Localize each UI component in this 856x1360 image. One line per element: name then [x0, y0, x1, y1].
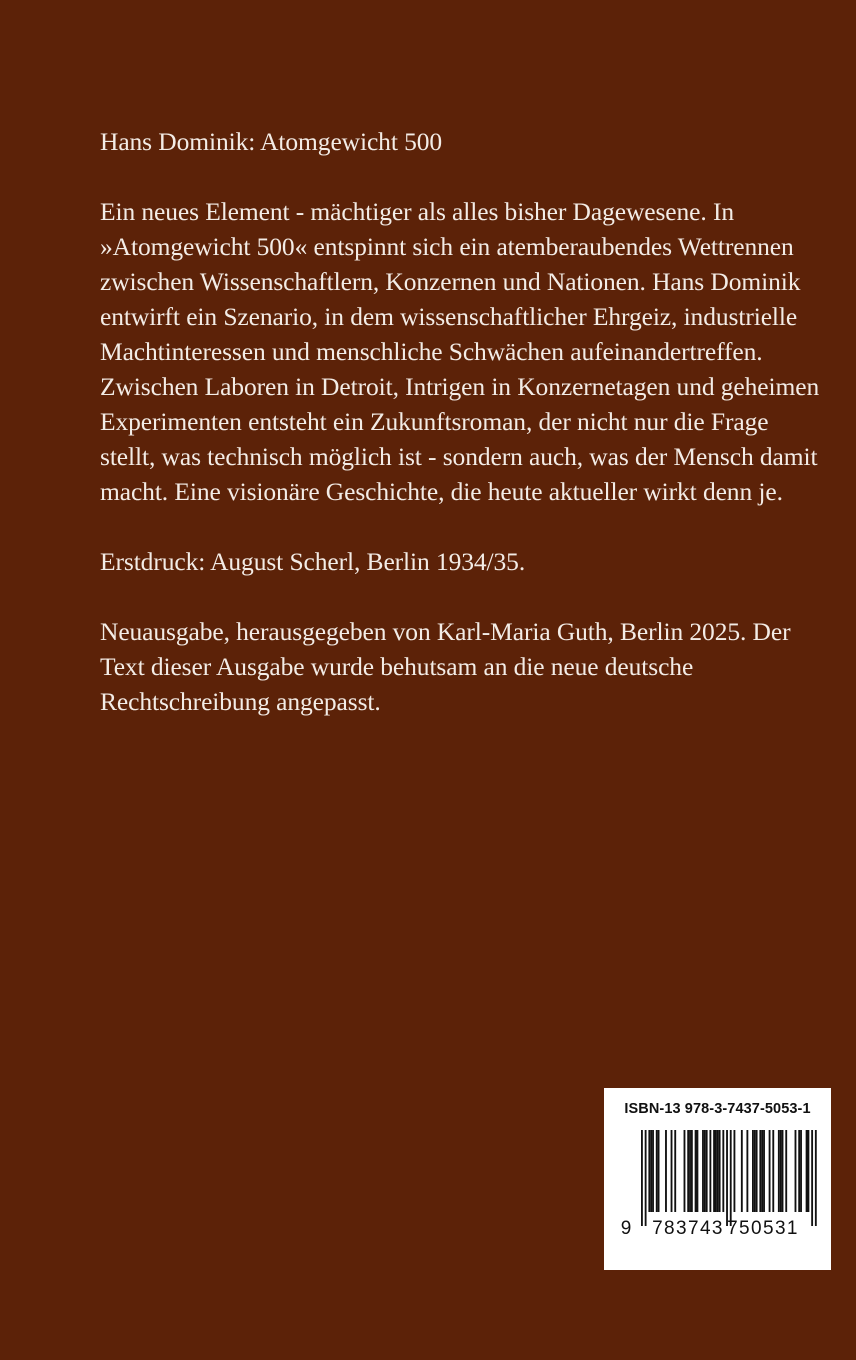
barcode-digits-right: 750531: [727, 1218, 799, 1239]
back-cover-text: [100, 124, 820, 754]
isbn-label: ISBN-13 978-3-7437-5053-1: [624, 1101, 811, 1117]
barcode-bar: [706, 1130, 708, 1212]
barcode-bar: [761, 1130, 763, 1212]
barcode-guard-bar: [641, 1130, 643, 1226]
barcode-digits-left: 783743: [652, 1218, 724, 1239]
barcode-bar: [785, 1130, 787, 1212]
first-print-note: Erstdruck: August Scherl, Berlin 1934/35.: [100, 547, 526, 576]
barcode-bar: [746, 1130, 748, 1212]
barcode-bar: [650, 1130, 652, 1212]
barcode-bar: [769, 1130, 771, 1212]
barcode-bar: [756, 1130, 758, 1212]
barcode-bar: [689, 1130, 691, 1212]
barcode-guard-bar: [726, 1130, 728, 1226]
barcode-bar: [684, 1130, 686, 1212]
isbn-barcode-box: [604, 1088, 831, 1270]
barcode-bar: [674, 1130, 676, 1212]
barcode-bar: [800, 1130, 802, 1212]
barcode-guard-bar: [811, 1130, 813, 1226]
barcode-bar: [687, 1130, 689, 1212]
barcode-bar: [713, 1130, 715, 1212]
barcode-bar: [695, 1130, 697, 1212]
title-line: Hans Dominik: Atomgewicht 500: [100, 127, 443, 156]
barcode-bar: [702, 1130, 704, 1212]
barcode-bar: [665, 1130, 667, 1212]
barcode-bar: [671, 1130, 673, 1212]
barcode-bar: [780, 1130, 782, 1212]
barcode-bar: [658, 1130, 660, 1212]
barcode-bars: [641, 1130, 817, 1226]
barcode-guard-bar: [815, 1130, 817, 1226]
barcode-bar: [772, 1130, 774, 1212]
ean13-barcode: [604, 1088, 831, 1270]
barcode-bar: [709, 1130, 711, 1212]
barcode-bar: [754, 1130, 756, 1212]
barcode-bar: [697, 1130, 699, 1212]
barcode-bar: [795, 1130, 797, 1212]
barcode-bar: [717, 1130, 719, 1212]
barcode-bar: [806, 1130, 808, 1212]
barcode-bar: [715, 1130, 717, 1212]
blurb-paragraph: Ein neues Element - mächtiger als alles bisher Dagewesene. In »Atomgewicht 500« entspinnt sich ein atemberaubendes Wettrennen zwischen Wissenschaftlern, Konzernen und Nationen. Hans Dominik entwirft ein Szenario, in dem wissenschaftlicher Ehrgeiz, industrielle Machtinteressen und menschliche Schwächen aufeinandertreffen. Zwischen Laboren in Detroit, Intrigen in Konzernetagen und geheimen Experimenten entsteht ein Zukunftsroman, der nicht nur die Frage stellt, was technisch möglich ist - sondern auch, was der Mensch damit macht. Eine visionäre Geschichte, die heute aktueller wirkt denn je.: [100, 197, 820, 506]
barcode-bar: [808, 1130, 810, 1212]
barcode-bar: [763, 1130, 765, 1212]
barcode-bar: [734, 1130, 736, 1212]
barcode-bar: [691, 1130, 693, 1212]
barcode-digit-first: 9: [620, 1218, 632, 1239]
barcode-guard-bar: [730, 1130, 732, 1226]
barcode-bar: [719, 1130, 721, 1212]
barcode-bar: [648, 1130, 650, 1212]
barcode-bar: [652, 1130, 654, 1212]
barcode-bar: [782, 1130, 784, 1212]
barcode-bar: [656, 1130, 658, 1212]
edition-note: Neuausgabe, herausgegeben von Karl-Maria Guth, Berlin 2025. Der Text dieser Ausgabe wurde behutsam an die neue deutsche Rechtschreibung angepasst.: [100, 617, 791, 716]
barcode-bar: [759, 1130, 761, 1212]
barcode-bar: [778, 1130, 780, 1212]
barcode-bar: [704, 1130, 706, 1212]
barcode-guard-bar: [645, 1130, 647, 1226]
barcode-bar: [752, 1130, 754, 1212]
barcode-bar: [722, 1130, 724, 1212]
barcode-bar: [741, 1130, 743, 1212]
barcode-bar: [798, 1130, 800, 1212]
